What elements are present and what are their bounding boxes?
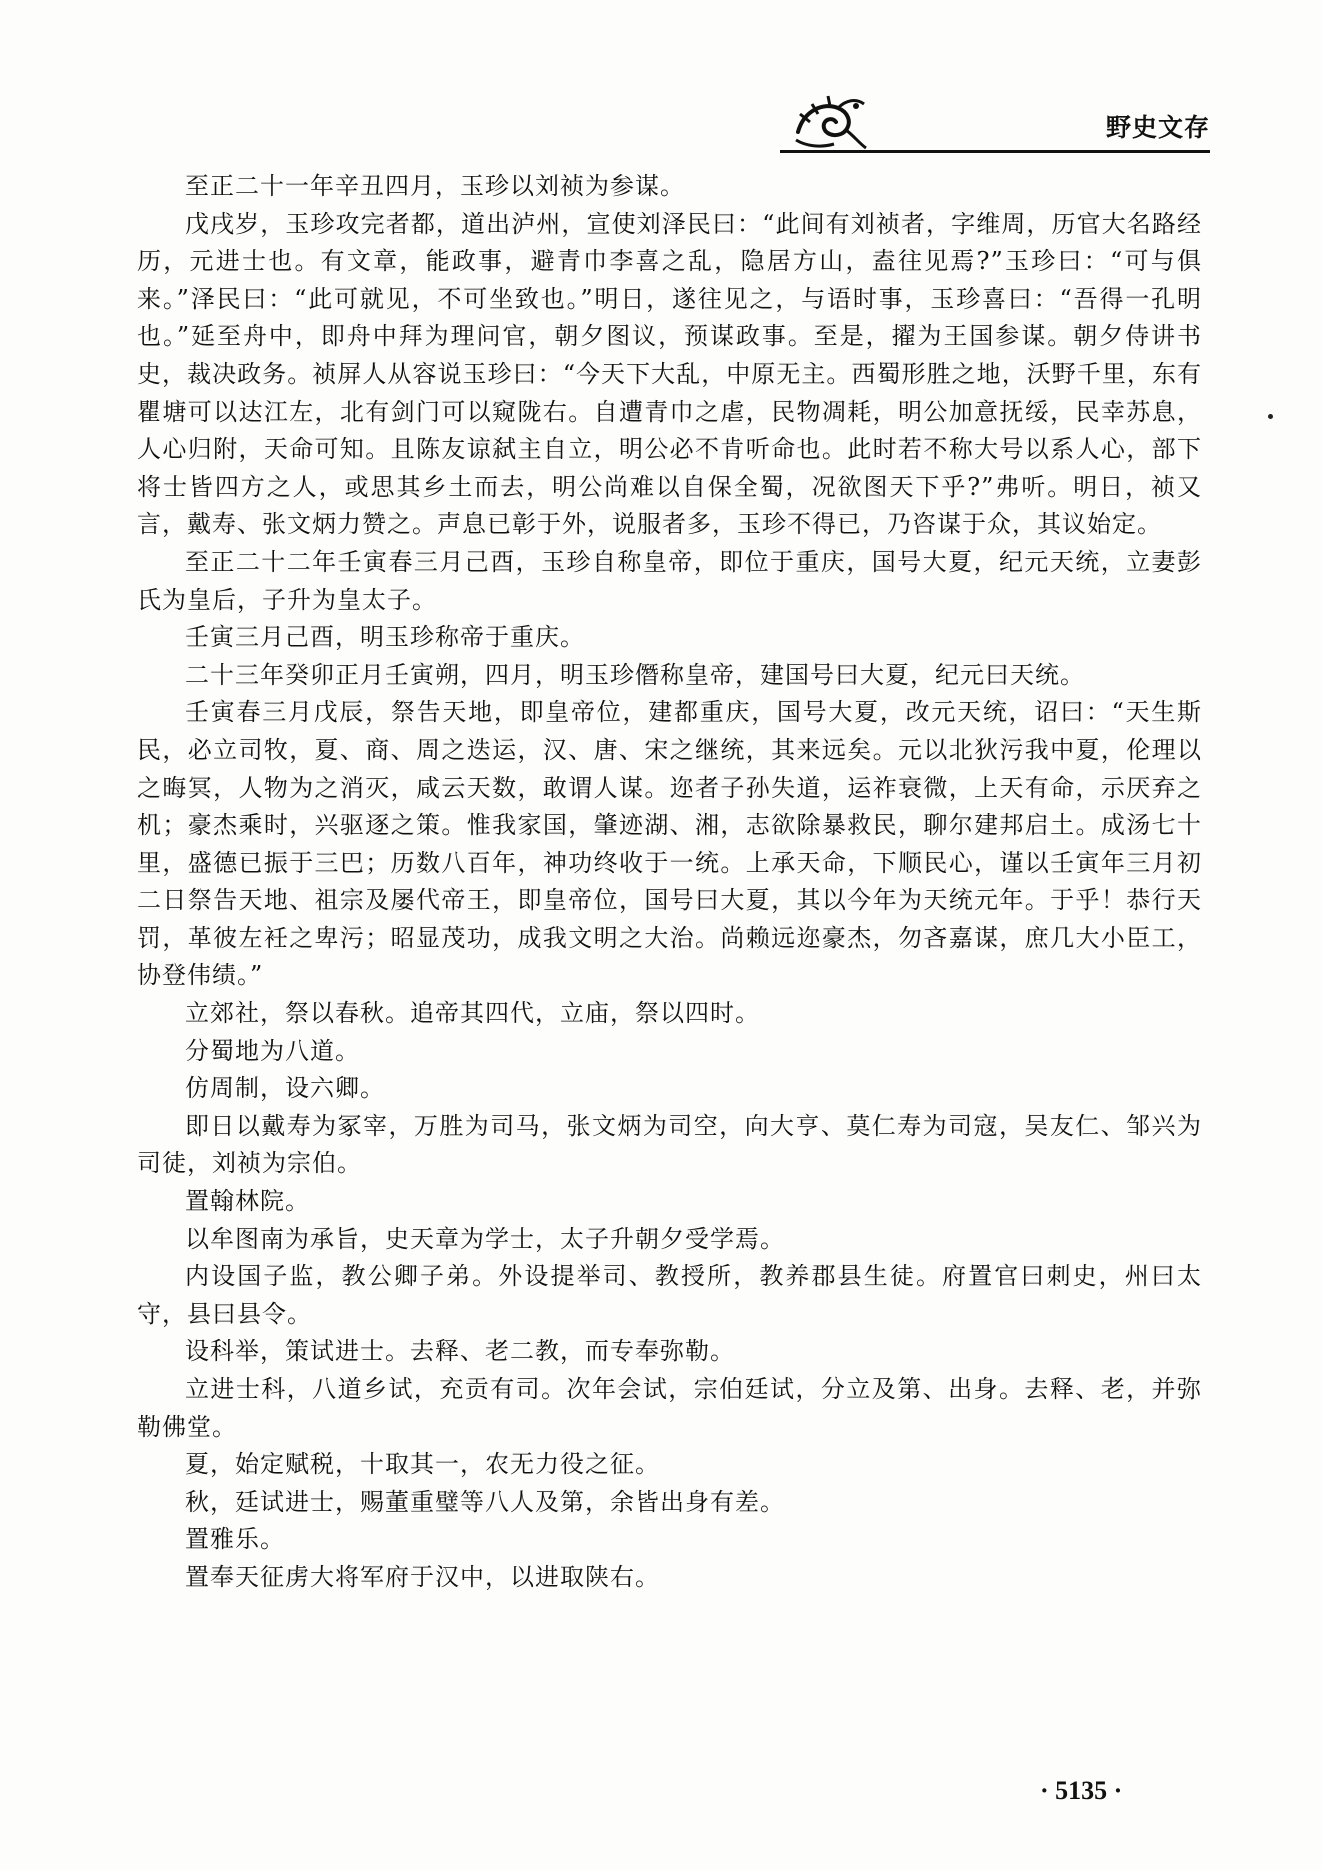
header-title: 野史文存	[1105, 113, 1210, 142]
paragraph: 至正二十一年辛丑四月，玉珍以刘祯为参谋。	[185, 172, 685, 200]
main-text	[137, 168, 1202, 1597]
paragraph: 置雅乐。	[185, 1525, 285, 1554]
dragon-emblem-icon	[790, 92, 870, 154]
paragraph: 立进士科，八道乡试，充贡有司。次年会试，宗伯廷试，分立及第、出身。去释、老，并弥勒佛堂。	[137, 1375, 1202, 1441]
paragraph: 即日以戴寿为冢宰，万胜为司马，张文炳为司空，向大亨、莫仁寿为司寇，吴友仁、邹兴为司徒，刘祯为宗伯。	[137, 1111, 1202, 1178]
paragraph: 置翰林院。	[185, 1187, 310, 1216]
paragraph: 内设国子监，教公卿子弟。外设提举司、教授所，教养郡县生徒。府置官曰刺史，州曰太守，县曰县令。	[137, 1262, 1202, 1328]
header-rule	[780, 150, 1210, 153]
paragraph: 夏，始定赋税，十取其一，农无力役之征。	[185, 1450, 660, 1479]
paragraph: 分蜀地为八道。	[185, 1036, 360, 1065]
paragraph: 至正二十二年壬寅春三月己酉，玉珍自称皇帝，即位于重庆，国号大夏，纪元天统，立妻彭氏为皇后，子升为皇太子。	[137, 547, 1202, 614]
paragraph: 壬寅三月己酉，明玉珍称帝于重庆。	[185, 623, 585, 652]
paragraph: 戊戌岁，玉珍攻完者都，道出泸州，宣使刘泽民曰：“此间有刘祯者，字维周，历官大名路经历，元进士也。有文章，能政事，避青巾李喜之乱，隐居方山，盍往见焉?”玉珍曰：“可与俱来。”泽民曰：“此可就见，不可坐致也。”明日，遂往见之，与语时事，玉珍喜曰：“吾得一孔明也。”延至舟中，即舟中拜为理问官，朝夕图议，预谋政事。至是，擢为王国参谋。朝夕侍讲书史，裁决政务。祯屏人从容说玉珍曰：“今天下大乱，中原无主。西蜀形胜之地，沃野千里，东有瞿塘可以达江左，北有剑门可以窥陇右。自遭青巾之虐，民物凋耗，明公加意抚绥，民幸苏息，人心归附，天命可知。且陈友谅弑主自立，明公必不肯听命也。此时若不称大号以系人心，部下将士皆四方之人，或思其乡土而去，明公尚难以自保全蜀，况欲图天下乎?”弗听。明日，祯又言，戴寿、张文炳力赞之。声息已彰于外，说服者多，玉珍不得已，乃咨谋于众，其议始定。	[137, 209, 1202, 539]
paragraph: 置奉天征虏大将军府于汉中，以进取陕右。	[185, 1562, 660, 1591]
paragraph: 仿周制，设六卿。	[185, 1074, 385, 1103]
scan-speck	[1268, 414, 1273, 419]
running-header	[780, 86, 1210, 156]
paragraph: 立郊社，祭以春秋。追帝其四代，立庙，祭以四时。	[185, 999, 760, 1028]
paragraph: 秋，廷试进士，赐董重璧等八人及第，余皆出身有差。	[185, 1487, 785, 1516]
paragraph: 设科举，策试进士。去释、老二教，而专奉弥勒。	[185, 1337, 735, 1366]
paragraph: 壬寅春三月戊辰，祭告天地，即皇帝位，建都重庆，国号大夏，改元天统，诏曰：“天生斯民，必立司牧，夏、商、周之迭运，汉、唐、宋之继统，其来远矣。元以北狄污我中夏，伦理以之晦冥，人物为之消灭，咸云天数，敢谓人谋。迩者子孙失道，运祚衰微，上天有命，示厌弃之机；豪杰乘时，兴驱逐之策。惟我家国，肇迹湖、湘，志欲除暴救民，聊尔建邦启土。成汤七十里，盛德已振于三巴；历数八百年，神功终收于一统。上承天命，下顺民心，谨以壬寅年三月初二日祭告天地、祖宗及屡代帝王，即皇帝位，国号曰大夏，其以今年为天统元年。于乎！恭行天罚，革彼左衽之卑污；昭显茂功，成我文明之大治。尚赖远迩豪杰，勿吝嘉谋，庶几大小臣工，协登伟绩。”	[137, 698, 1202, 990]
paragraph: 以牟图南为承旨，史天章为学士，太子升朝夕受学焉。	[185, 1224, 785, 1253]
page-number: · 5135 ·	[1040, 1776, 1123, 1805]
paragraph: 二十三年癸卯正月壬寅朔，四月，明玉珍僭称皇帝，建国号曰大夏，纪元曰天统。	[185, 660, 1085, 689]
